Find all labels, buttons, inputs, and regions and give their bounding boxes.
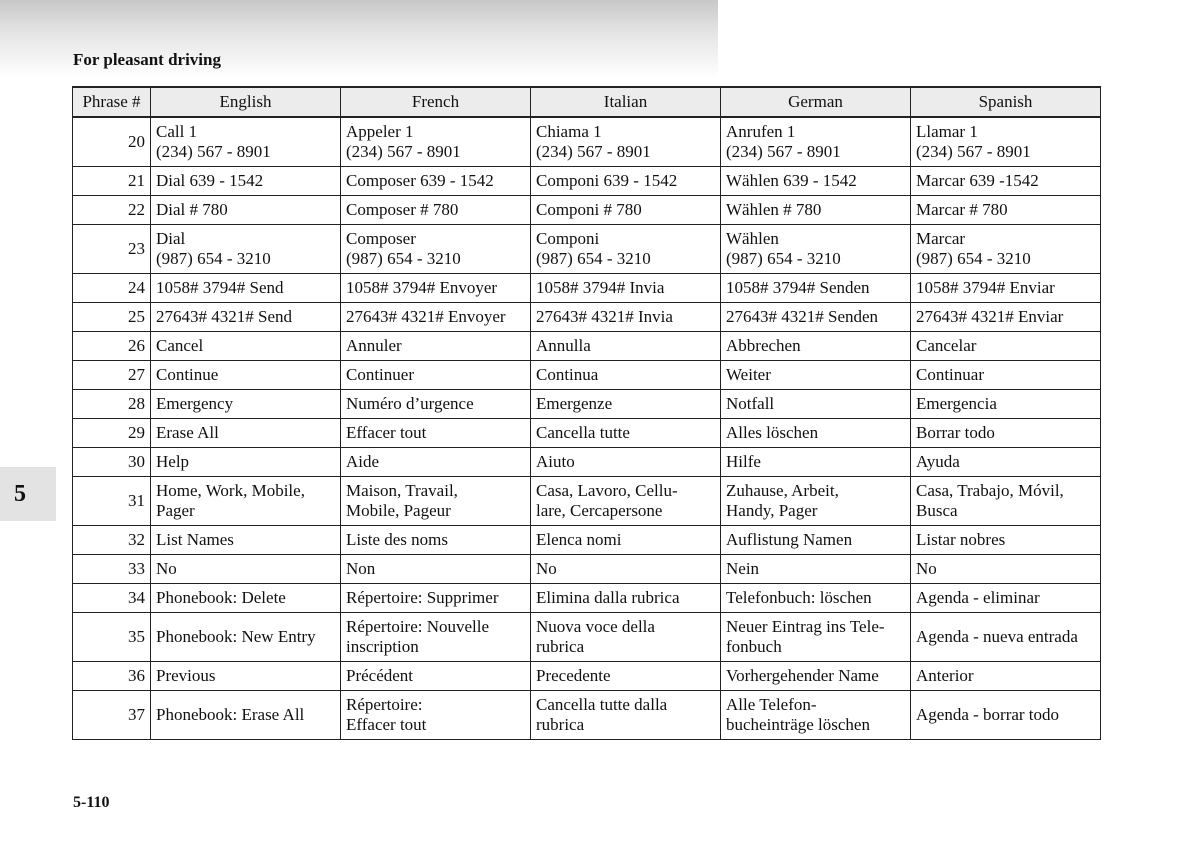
phrase-text: Dial # 780 [156, 200, 228, 219]
phrase-number-cell: 36 [73, 662, 151, 691]
phrase-cell-italian [531, 274, 721, 303]
phrase-text: Listar nobres [916, 530, 1006, 549]
phrase-text: Composer 639 - 1542 [346, 171, 494, 190]
phrase-text: No [536, 559, 557, 578]
phrase-number-cell: 21 [73, 167, 151, 196]
phrase-text: inscription [346, 637, 419, 656]
phrase-cell-italian [531, 584, 721, 613]
phrase-text: Agenda - borrar todo [916, 705, 1060, 724]
phrase-cell-spanish [911, 526, 1101, 555]
phrase-cell-german [721, 448, 911, 477]
table-row [73, 613, 1101, 662]
phrase-text: (987) 654 - 3210 [916, 249, 1031, 268]
phrase-cell-english [151, 555, 341, 584]
phrase-cell-french [341, 662, 531, 691]
phrase-number-cell: 28 [73, 390, 151, 419]
phrase-cell-italian [531, 613, 721, 662]
phrase-text: Cancelar [916, 336, 977, 355]
phrase-text: 1058# 3794# Envoyer [346, 278, 498, 297]
phrase-cell-spanish [911, 613, 1101, 662]
phrase-cell-italian [531, 691, 721, 740]
phrase-text: Anterior [916, 666, 974, 685]
phrase-number-cell: 33 [73, 555, 151, 584]
phrase-cell-english [151, 477, 341, 526]
column-header-french: French [341, 87, 531, 117]
phrase-cell-english [151, 117, 341, 167]
phrase-cell-german [721, 662, 911, 691]
phrase-text: Anrufen 1 [726, 122, 796, 141]
phrase-text: (987) 654 - 3210 [536, 249, 651, 268]
phrase-number-cell: 25 [73, 303, 151, 332]
phrase-cell-german [721, 419, 911, 448]
phrase-cell-german [721, 361, 911, 390]
phrase-cell-italian [531, 303, 721, 332]
phrase-cell-italian [531, 225, 721, 274]
page-number: 5-110 [73, 794, 110, 811]
phrase-text: Nein [726, 559, 760, 578]
phrase-text: Componi # 780 [536, 200, 642, 219]
table-row [73, 691, 1101, 740]
phrase-cell-spanish [911, 225, 1101, 274]
phrase-cell-french [341, 613, 531, 662]
table-row [73, 419, 1101, 448]
phrase-cell-spanish [911, 167, 1101, 196]
phrase-text: Continue [156, 365, 219, 384]
phrase-cell-french [341, 448, 531, 477]
phrase-cell-english [151, 332, 341, 361]
phrase-text: Cancella tutte [536, 423, 630, 442]
phrase-text: Elimina dalla rubrica [536, 588, 680, 607]
phrase-number-cell: 20 [73, 117, 151, 167]
table-row [73, 332, 1101, 361]
phrase-text: Appeler 1 [346, 122, 414, 141]
phrase-text: No [156, 559, 177, 578]
phrase-text: Alles löschen [726, 423, 819, 442]
phrase-number-cell: 22 [73, 196, 151, 225]
phrase-cell-german [721, 167, 911, 196]
phrase-text: rubrica [536, 715, 585, 734]
phrase-cell-french [341, 390, 531, 419]
phrase-cell-english [151, 584, 341, 613]
phrase-text: Busca [916, 501, 958, 520]
phrase-text: (234) 567 - 8901 [726, 142, 841, 161]
phrase-text: Erase All [156, 423, 219, 442]
column-header-italian: Italian [531, 87, 721, 117]
phrase-cell-french [341, 303, 531, 332]
phrase-cell-english [151, 390, 341, 419]
phrase-text: Mobile, Pageur [346, 501, 451, 520]
table-row [73, 477, 1101, 526]
phrase-text: (234) 567 - 8901 [536, 142, 651, 161]
phrase-text: Répertoire: [346, 695, 423, 714]
phrase-cell-french [341, 526, 531, 555]
phrase-number-cell: 24 [73, 274, 151, 303]
phrase-cell-german [721, 196, 911, 225]
phrase-text: 1058# 3794# Enviar [916, 278, 1055, 297]
phrase-cell-french [341, 477, 531, 526]
phrase-text: 27643# 4321# Senden [726, 307, 879, 326]
phrase-text: Effacer tout [346, 423, 427, 442]
phrase-number-cell: 26 [73, 332, 151, 361]
phrase-text: (234) 567 - 8901 [346, 142, 461, 161]
phrase-text: Agenda - eliminar [916, 588, 1040, 607]
phrase-cell-german [721, 390, 911, 419]
phrase-number-cell: 32 [73, 526, 151, 555]
phrase-number-cell: 23 [73, 225, 151, 274]
phrase-text: Marcar 639 -1542 [916, 171, 1039, 190]
phrase-number-cell: 35 [73, 613, 151, 662]
table-row [73, 167, 1101, 196]
phrase-text: Répertoire: Nouvelle [346, 617, 490, 636]
table-row [73, 662, 1101, 691]
phrase-cell-italian [531, 448, 721, 477]
column-header-spanish: Spanish [911, 87, 1101, 117]
phrase-cell-english [151, 225, 341, 274]
phrase-text: fonbuch [726, 637, 782, 656]
phrase-text: Elenca nomi [536, 530, 622, 549]
phrase-text: Wählen # 780 [726, 200, 822, 219]
voice-phrase-table [72, 86, 1101, 740]
phrase-text: Ayuda [916, 452, 960, 471]
phrase-cell-french [341, 361, 531, 390]
phrase-text: (234) 567 - 8901 [916, 142, 1031, 161]
phrase-text: List Names [156, 530, 234, 549]
phrase-text: Liste des noms [346, 530, 448, 549]
phrase-text: Phonebook: Delete [156, 588, 286, 607]
phrase-text: Weiter [726, 365, 771, 384]
phrase-text: rubrica [536, 637, 585, 656]
phrase-text: 1058# 3794# Senden [726, 278, 870, 297]
phrase-cell-spanish [911, 274, 1101, 303]
phrase-cell-german [721, 332, 911, 361]
phrase-cell-spanish [911, 662, 1101, 691]
phrase-text: Composer # 780 [346, 200, 459, 219]
phrase-cell-french [341, 332, 531, 361]
table-row [73, 555, 1101, 584]
phrase-text: Casa, Trabajo, Móvil, [916, 481, 1064, 500]
phrase-text: (234) 567 - 8901 [156, 142, 271, 161]
phrase-cell-german [721, 117, 911, 167]
phrase-cell-spanish [911, 555, 1101, 584]
phrase-cell-french [341, 117, 531, 167]
phrase-text: Dial 639 - 1542 [156, 171, 264, 190]
phrase-text: bucheinträge löschen [726, 715, 870, 734]
phrase-text: Annuler [346, 336, 402, 355]
phrase-text: Répertoire: Supprimer [346, 588, 499, 607]
phrase-cell-french [341, 584, 531, 613]
phrase-cell-spanish [911, 390, 1101, 419]
phrase-text: 1058# 3794# Invia [536, 278, 665, 297]
phrase-cell-spanish [911, 303, 1101, 332]
phrase-text: Agenda - nueva entrada [916, 627, 1078, 646]
phrase-text: Llamar 1 [916, 122, 978, 141]
phrase-cell-italian [531, 477, 721, 526]
phrase-cell-english [151, 662, 341, 691]
phrase-cell-french [341, 196, 531, 225]
phrase-number-cell: 27 [73, 361, 151, 390]
phrase-text: Emergencia [916, 394, 997, 413]
phrase-cell-italian [531, 167, 721, 196]
phrase-text: Continuar [916, 365, 984, 384]
phrase-text: Composer [346, 229, 416, 248]
table-header-row [73, 87, 1101, 117]
phrase-text: Numéro d’urgence [346, 394, 474, 413]
phrase-text: 27643# 4321# Send [156, 307, 292, 326]
phrase-text: Précédent [346, 666, 414, 685]
phrase-text: Notfall [726, 394, 775, 413]
phrase-number-cell: 29 [73, 419, 151, 448]
table-row [73, 361, 1101, 390]
phrase-cell-italian [531, 555, 721, 584]
table-row [73, 584, 1101, 613]
phrase-text: Wählen [726, 229, 779, 248]
phrase-text: 27643# 4321# Enviar [916, 307, 1064, 326]
phrase-cell-english [151, 361, 341, 390]
phrase-text: Auflistung Namen [726, 530, 853, 549]
phrase-cell-french [341, 691, 531, 740]
phrase-text: Emergency [156, 394, 234, 413]
phrase-cell-german [721, 691, 911, 740]
phrase-text: 27643# 4321# Invia [536, 307, 673, 326]
table-row [73, 303, 1101, 332]
phrase-text: Help [156, 452, 190, 471]
phrase-text: Marcar # 780 [916, 200, 1008, 219]
phrase-text: Continua [536, 365, 599, 384]
table-row [73, 117, 1101, 167]
phrase-cell-italian [531, 196, 721, 225]
phrase-cell-english [151, 303, 341, 332]
phrase-text: Abbrechen [726, 336, 801, 355]
section-title: For pleasant driving [73, 50, 221, 69]
phrase-text: Componi 639 - 1542 [536, 171, 678, 190]
phrase-text: (987) 654 - 3210 [156, 249, 271, 268]
phrase-cell-english [151, 419, 341, 448]
phrase-text: Continuer [346, 365, 414, 384]
phrase-text: Nuova voce della [536, 617, 655, 636]
phrase-text: Cancel [156, 336, 204, 355]
chapter-tab [0, 467, 56, 521]
phrase-cell-italian [531, 117, 721, 167]
table-row [73, 274, 1101, 303]
table-row [73, 390, 1101, 419]
phrase-text: 1058# 3794# Send [156, 278, 284, 297]
phrase-text: Emergenze [536, 394, 613, 413]
phrase-cell-english [151, 691, 341, 740]
phrase-cell-english [151, 526, 341, 555]
phrase-cell-english [151, 167, 341, 196]
phrase-cell-french [341, 274, 531, 303]
phrase-text: Handy, Pager [726, 501, 818, 520]
phrase-text: Aiuto [536, 452, 575, 471]
phrase-text: Alle Telefon- [726, 695, 817, 714]
table-row [73, 196, 1101, 225]
phrase-number-cell: 34 [73, 584, 151, 613]
phrase-text: Maison, Travail, [346, 481, 458, 500]
phrase-cell-spanish [911, 361, 1101, 390]
column-header-english: English [151, 87, 341, 117]
phrase-text: Chiama 1 [536, 122, 602, 141]
phrase-cell-italian [531, 361, 721, 390]
table-row [73, 448, 1101, 477]
phrase-text: Non [346, 559, 376, 578]
phrase-cell-german [721, 274, 911, 303]
phrase-cell-german [721, 225, 911, 274]
phrase-text: Cancella tutte dalla [536, 695, 668, 714]
column-header-german: German [721, 87, 911, 117]
phrase-cell-english [151, 274, 341, 303]
phrase-cell-spanish [911, 419, 1101, 448]
phrase-cell-french [341, 225, 531, 274]
phrase-text: Vorhergehender Name [726, 666, 879, 685]
phrase-text: Pager [156, 501, 195, 520]
phrase-text: (987) 654 - 3210 [346, 249, 461, 268]
phrase-number-cell: 37 [73, 691, 151, 740]
phrase-text: No [916, 559, 937, 578]
chapter-number: 5 [14, 480, 26, 507]
phrase-cell-italian [531, 332, 721, 361]
phrase-text: Borrar todo [916, 423, 995, 442]
phrase-text: Zuhause, Arbeit, [726, 481, 839, 500]
phrase-text: Dial [156, 229, 186, 248]
phrase-text: Phonebook: New Entry [156, 627, 316, 646]
phrase-cell-english [151, 448, 341, 477]
phrase-text: Wählen 639 - 1542 [726, 171, 857, 190]
phrase-cell-italian [531, 390, 721, 419]
phrase-text: Telefonbuch: löschen [726, 588, 872, 607]
phrase-text: Componi [536, 229, 600, 248]
phrase-text: Home, Work, Mobile, [156, 481, 305, 500]
phrase-text: Marcar [916, 229, 966, 248]
phrase-cell-german [721, 613, 911, 662]
phrase-cell-german [721, 303, 911, 332]
phrase-number-cell: 30 [73, 448, 151, 477]
phrase-number-cell: 31 [73, 477, 151, 526]
phrase-cell-italian [531, 662, 721, 691]
phrase-cell-french [341, 167, 531, 196]
phrase-text: Call 1 [156, 122, 198, 141]
phrase-text: Annulla [536, 336, 591, 355]
phrase-cell-spanish [911, 691, 1101, 740]
column-header-phrase-number: Phrase # [73, 87, 151, 117]
phrase-text: 27643# 4321# Envoyer [346, 307, 506, 326]
phrase-cell-german [721, 584, 911, 613]
phrase-text: Casa, Lavoro, Cellu- [536, 481, 678, 500]
phrase-cell-spanish [911, 117, 1101, 167]
phrase-text: (987) 654 - 3210 [726, 249, 841, 268]
phrase-cell-french [341, 555, 531, 584]
table-row [73, 526, 1101, 555]
phrase-cell-spanish [911, 477, 1101, 526]
table-row [73, 225, 1101, 274]
table-body [73, 117, 1101, 740]
phrase-cell-german [721, 477, 911, 526]
phrase-cell-german [721, 555, 911, 584]
phrase-cell-spanish [911, 196, 1101, 225]
phrase-cell-spanish [911, 584, 1101, 613]
phrase-cell-spanish [911, 332, 1101, 361]
phrase-text: lare, Cercapersone [536, 501, 663, 520]
phrase-cell-english [151, 613, 341, 662]
phrase-cell-german [721, 526, 911, 555]
phrase-cell-italian [531, 419, 721, 448]
phrase-cell-french [341, 419, 531, 448]
phrase-cell-spanish [911, 448, 1101, 477]
phrase-cell-english [151, 196, 341, 225]
phrase-text: Previous [156, 666, 216, 685]
phrase-text: Phonebook: Erase All [156, 705, 305, 724]
phrase-text: Precedente [536, 666, 611, 685]
phrase-text: Neuer Eintrag ins Tele- [726, 617, 885, 636]
phrase-text: Hilfe [726, 452, 761, 471]
phrase-text: Effacer tout [346, 715, 427, 734]
phrase-text: Aide [346, 452, 380, 471]
phrase-cell-italian [531, 526, 721, 555]
